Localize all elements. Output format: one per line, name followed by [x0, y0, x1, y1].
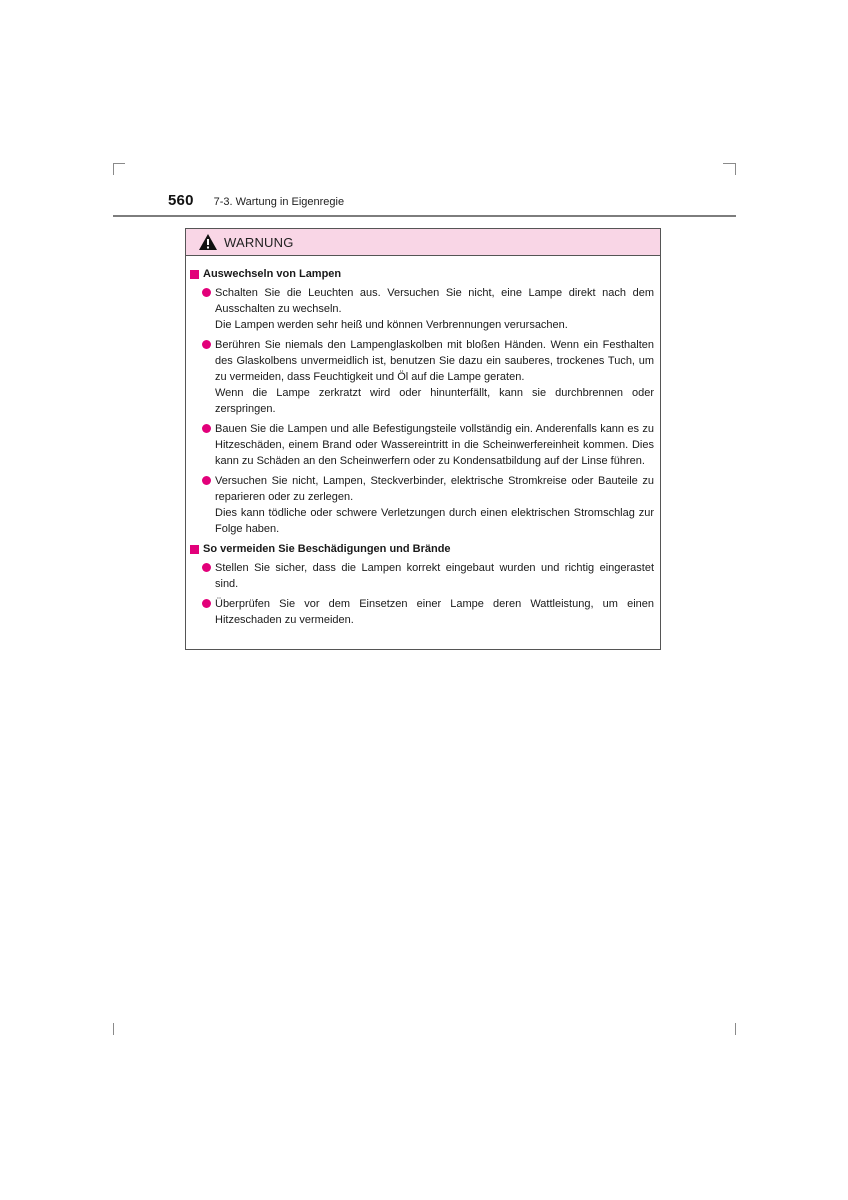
- section-heading: [190, 266, 656, 282]
- bullet-dot-icon: [202, 288, 211, 297]
- list-item: [202, 337, 654, 417]
- bullet-dot-icon: [202, 563, 211, 572]
- paragraph: Schalten Sie die Leuchten aus. Versuchen Sie nicht, eine Lampe direkt nach dem Ausschalten zu wechseln.: [215, 287, 654, 315]
- bullet-dot-icon: [202, 476, 211, 485]
- list-item: [202, 596, 654, 628]
- paragraph: Bauen Sie die Lampen und alle Befestigungsteile vollständig ein. Anderenfalls kann es zu Hitzeschäden, einem Brand oder Wassereintritt in die Scheinwerfereinheit kommen. Dies kann zu Schäden an den Scheinwerfern oder zu Kondensatbildung auf der Linse führen.: [215, 423, 654, 467]
- square-bullet-icon: [190, 545, 199, 554]
- square-bullet-icon: [190, 270, 199, 279]
- section-heading: [190, 541, 656, 557]
- paragraph: Stellen Sie sicher, dass die Lampen korrekt eingebaut wurden und richtig eingerastet sind.: [215, 562, 654, 590]
- page-header: [168, 192, 344, 212]
- warning-content: [186, 256, 660, 628]
- crop-mark-top-right-v: [735, 163, 736, 175]
- paragraph: Überprüfen Sie vor dem Einsetzen einer Lampe deren Wattleistung, um einen Hitzeschaden zu vermeiden.: [215, 598, 654, 626]
- paragraph: Die Lampen werden sehr heiß und können Verbrennungen verursachen.: [215, 319, 568, 331]
- crop-mark-bottom-left-v: [113, 1023, 114, 1035]
- section-heading-text: So vermeiden Sie Beschädigungen und Brände: [203, 543, 451, 555]
- list-item: [202, 285, 654, 333]
- crop-mark-bottom-right-v: [735, 1023, 736, 1035]
- paragraph: Berühren Sie niemals den Lampenglaskolben mit bloßen Händen. Wenn ein Festhalten des Glaskolbens unvermeidlich ist, benutzen Sie dazu ein sauberes, trockenes Tuch, um zu vermeiden, dass Feuchtigkeit und Öl auf die Lampe geraten.: [215, 339, 654, 383]
- crop-mark-top-right-h: [723, 163, 735, 164]
- paragraph: Versuchen Sie nicht, Lampen, Steckverbinder, elektrische Stromkreise oder Bauteile zu reparieren oder zu zerlegen.: [215, 475, 654, 503]
- warning-box: [185, 228, 661, 650]
- list-item: [202, 421, 654, 469]
- section-title: 7-3. Wartung in Eigenregie: [213, 196, 345, 208]
- crop-mark-top-left-v: [113, 163, 114, 175]
- list-item: [202, 473, 654, 537]
- paragraph: Dies kann tödliche oder schwere Verletzungen durch einen elektrischen Stromschlag zur Folge haben.: [215, 507, 654, 535]
- section-heading-text: Auswechseln von Lampen: [203, 268, 342, 280]
- warning-triangle-icon: [198, 233, 218, 251]
- paragraph: Wenn die Lampe zerkratzt wird oder hinunterfällt, kann sie durchbrennen oder zerspringen.: [215, 387, 654, 415]
- crop-mark-top-left-h: [113, 163, 125, 164]
- bullet-dot-icon: [202, 340, 211, 349]
- page-number: 560: [168, 192, 194, 209]
- warning-title: WARNUNG: [224, 234, 294, 250]
- warning-header: [186, 229, 660, 256]
- list-item: [202, 560, 654, 592]
- bullet-dot-icon: [202, 424, 211, 433]
- bullet-dot-icon: [202, 599, 211, 608]
- header-rule: [113, 215, 736, 217]
